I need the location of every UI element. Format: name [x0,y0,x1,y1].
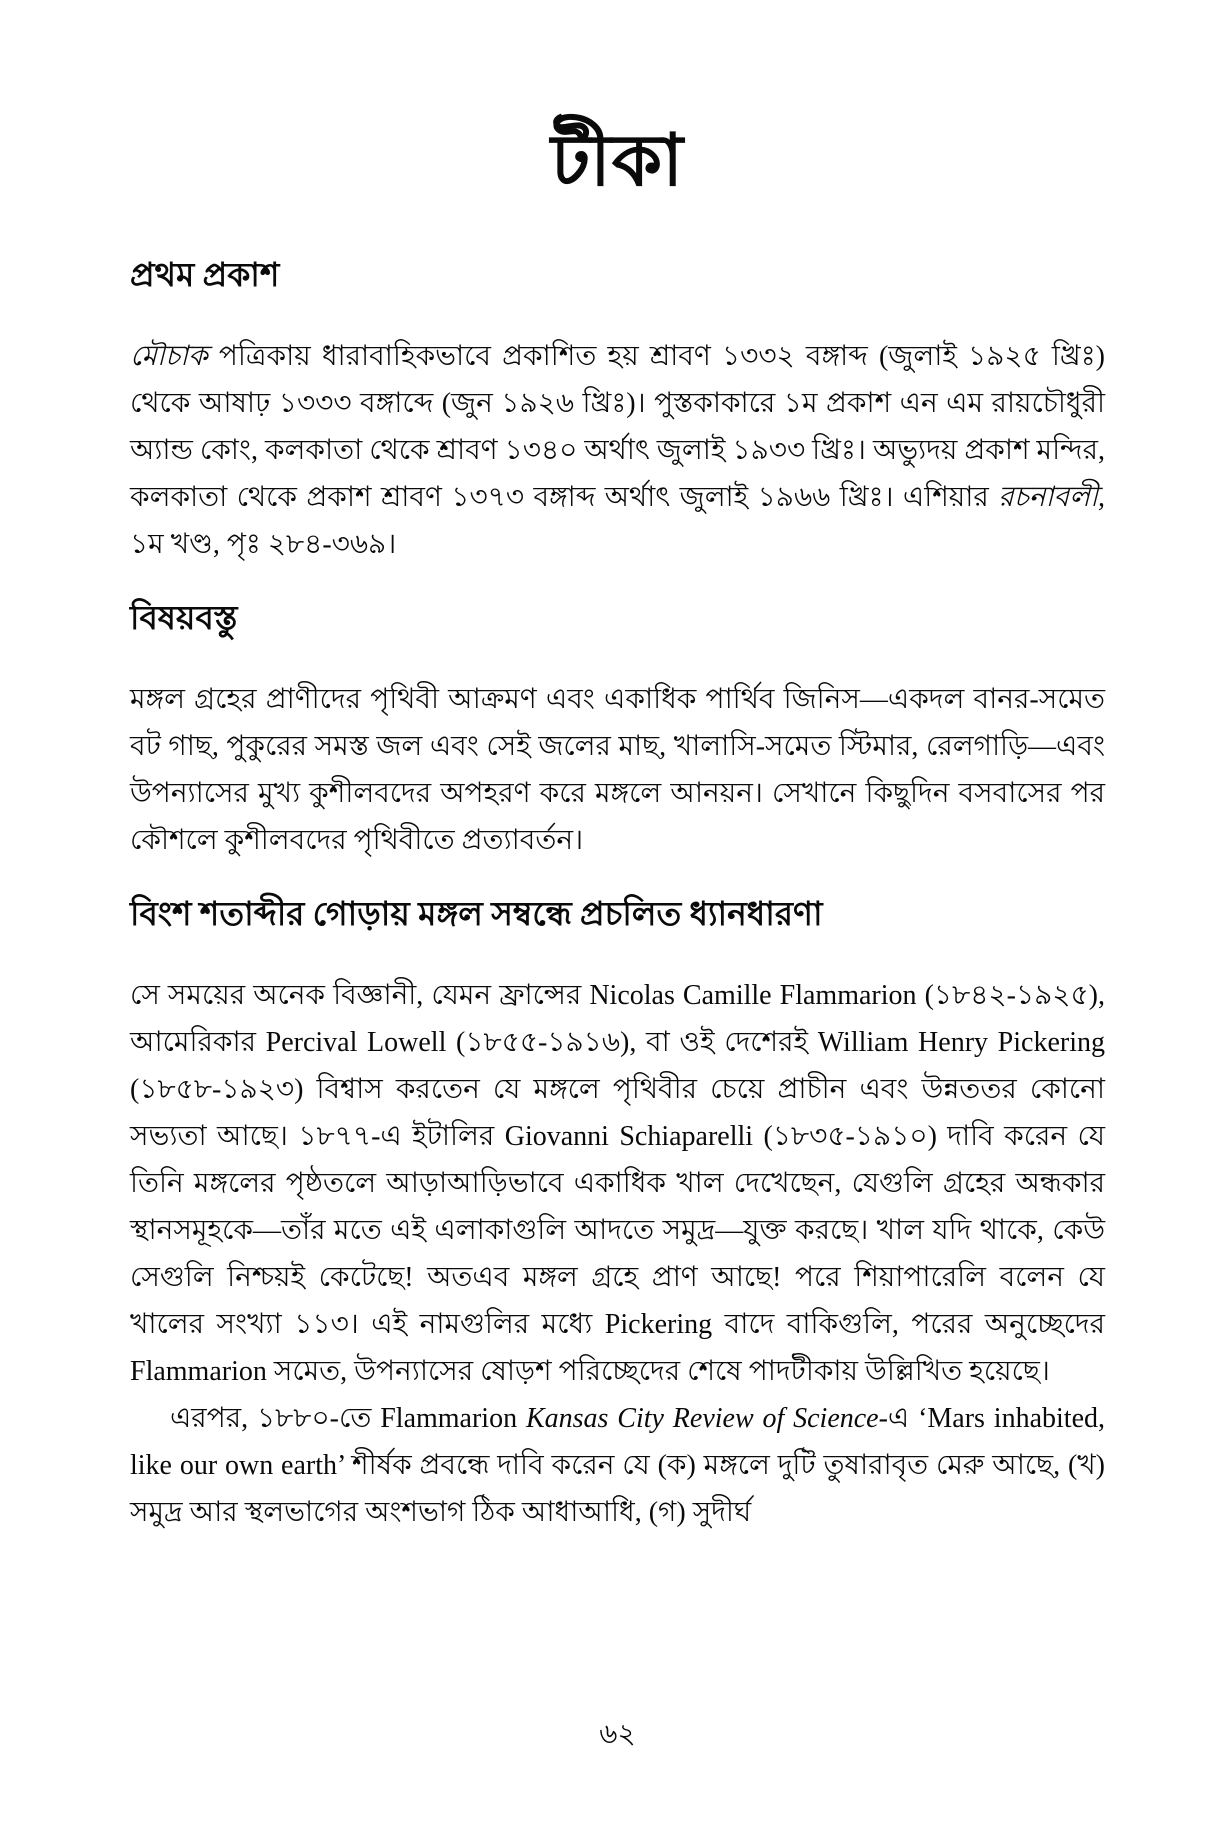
text-run: ১ম খণ্ড, পৃঃ ২৮৪-৩৬৯। [130,528,397,560]
section-heading-mars-ideas: বিংশ শতাব্দীর গোড়ায় মঙ্গল সম্বন্ধে প্রচলিত ধ্যানধারণা [130,896,823,933]
text-run: -এ ‘Mars inhabited, like our own earth’ শীর্ষক প্রবন্ধে দাবি করেন যে (ক) মঙ্গলে দুটি তুষারাবৃত মেরু আছে, (খ) সমুদ্র আর স্থলভাগের অংশভাগ ঠিক আধাআধি, (গ) সুদীর্ঘ [130,1402,1106,1528]
text-run: এরপর, ১৮৮০-তে Flammarion [170,1402,526,1434]
section-heading-subject-matter: বিষয়বস্তু [130,600,238,637]
text-run: মঙ্গল গ্রহের প্রাণীদের পৃথিবী আক্রমণ এবং একাধিক পার্থিব জিনিস—একদল বানর-সমেত বট গাছ, পুকুরের সমস্ত জল এবং সেই জলের মাছ, খালাসি-সমেত স্টিমার, রেলগাড়ি—এবং উপন্যাসের মুখ্য কুশীলবদের অপহরণ করে মঙ্গলে আনয়ন। সেখানে কিছুদিন বসবাসের পর কৌশলে কুশীলবদের পৃথিবীতে প্রত্যাবর্তন। [130,683,1105,856]
paragraph-subject-matter [130,676,1105,864]
italic-text-run: রচনাবলী, [998,481,1105,513]
italic-text-run: Kansas City Review of Science [525,1402,879,1434]
section-mars-ideas [130,894,1105,1536]
page-title: টীকা [550,121,685,201]
italic-text-run: মৌচাক [130,340,208,372]
page-number: ৬২ [599,1719,636,1750]
paragraph-first-publication [130,333,1105,568]
paragraph-flammarion-article [130,1395,1105,1536]
section-first-publication [130,255,1105,568]
paragraph-mars-scientists [130,972,1105,1395]
section-subject-matter [130,598,1105,864]
text-run: সে সময়ের অনেক বিজ্ঞানী, যেমন ফ্রান্সের Nicolas Camille Flammarion (১৮৪২-১৯২৫), আমেরিকার Percival Lowell (১৮৫৫-১৯১৬), বা ওই দেশেরই William Henry Pickering (১৮৫৮-১৯২৩) বিশ্বাস করতেন যে মঙ্গলে পৃথিবীর চেয়ে প্রাচীন এবং উন্নততর কোনো সভ্যতা আছে। ১৮৭৭-এ ইটালির Giovanni Schiaparelli (১৮৩৫-১৯১০) দাবি করেন যে তিনি মঙ্গলের পৃষ্ঠতলে আড়াআড়িভাবে একাধিক খাল দেখেছেন, যেগুলি গ্রহের অন্ধকার স্থানসমূহকে—তাঁর মতে এই এলাকাগুলি আদতে সমুদ্র—যুক্ত করছে। খাল যদি থাকে, কেউ সেগুলি নিশ্চয়ই কেটেছে! অতএব মঙ্গল গ্রহে প্রাণ আছে! পরে শিয়াপারেলি বলেন যে খালের সংখ্যা ১১৩। এই নামগুলির মধ্যে Pickering বাদে বাকিগুলি, পরের অনুচ্ছেদের Flammarion সমেত, উপন্যাসের ষোড়শ পরিচ্ছেদের শেষে পাদটীকায় উল্লিখিত হয়েছে। [130,979,1105,1387]
text-run: পত্রিকায় ধারাবাহিকভাবে প্রকাশিত হয় শ্রাবণ ১৩৩২ বঙ্গাব্দ (জুলাই ১৯২৫ খ্রিঃ) থেকে আষাঢ় ১৩৩৩ বঙ্গাব্দে (জুন ১৯২৬ খ্রিঃ)। পুস্তকাকারে ১ম প্রকাশ এন এম রায়চৌধুরী অ্যান্ড কোং, কলকাতা থেকে শ্রাবণ ১৩৪০ অর্থাৎ জুলাই ১৯৩৩ খ্রিঃ। অভ্যুদয় প্রকাশ মন্দির, কলকাতা থেকে প্রকাশ শ্রাবণ ১৩৭৩ বঙ্গাব্দ অর্থাৎ জুলাই ১৯৬৬ খ্রিঃ। এশিয়ার [130,340,1105,513]
section-heading-first-publication: প্রথম প্রকাশ [130,257,280,294]
